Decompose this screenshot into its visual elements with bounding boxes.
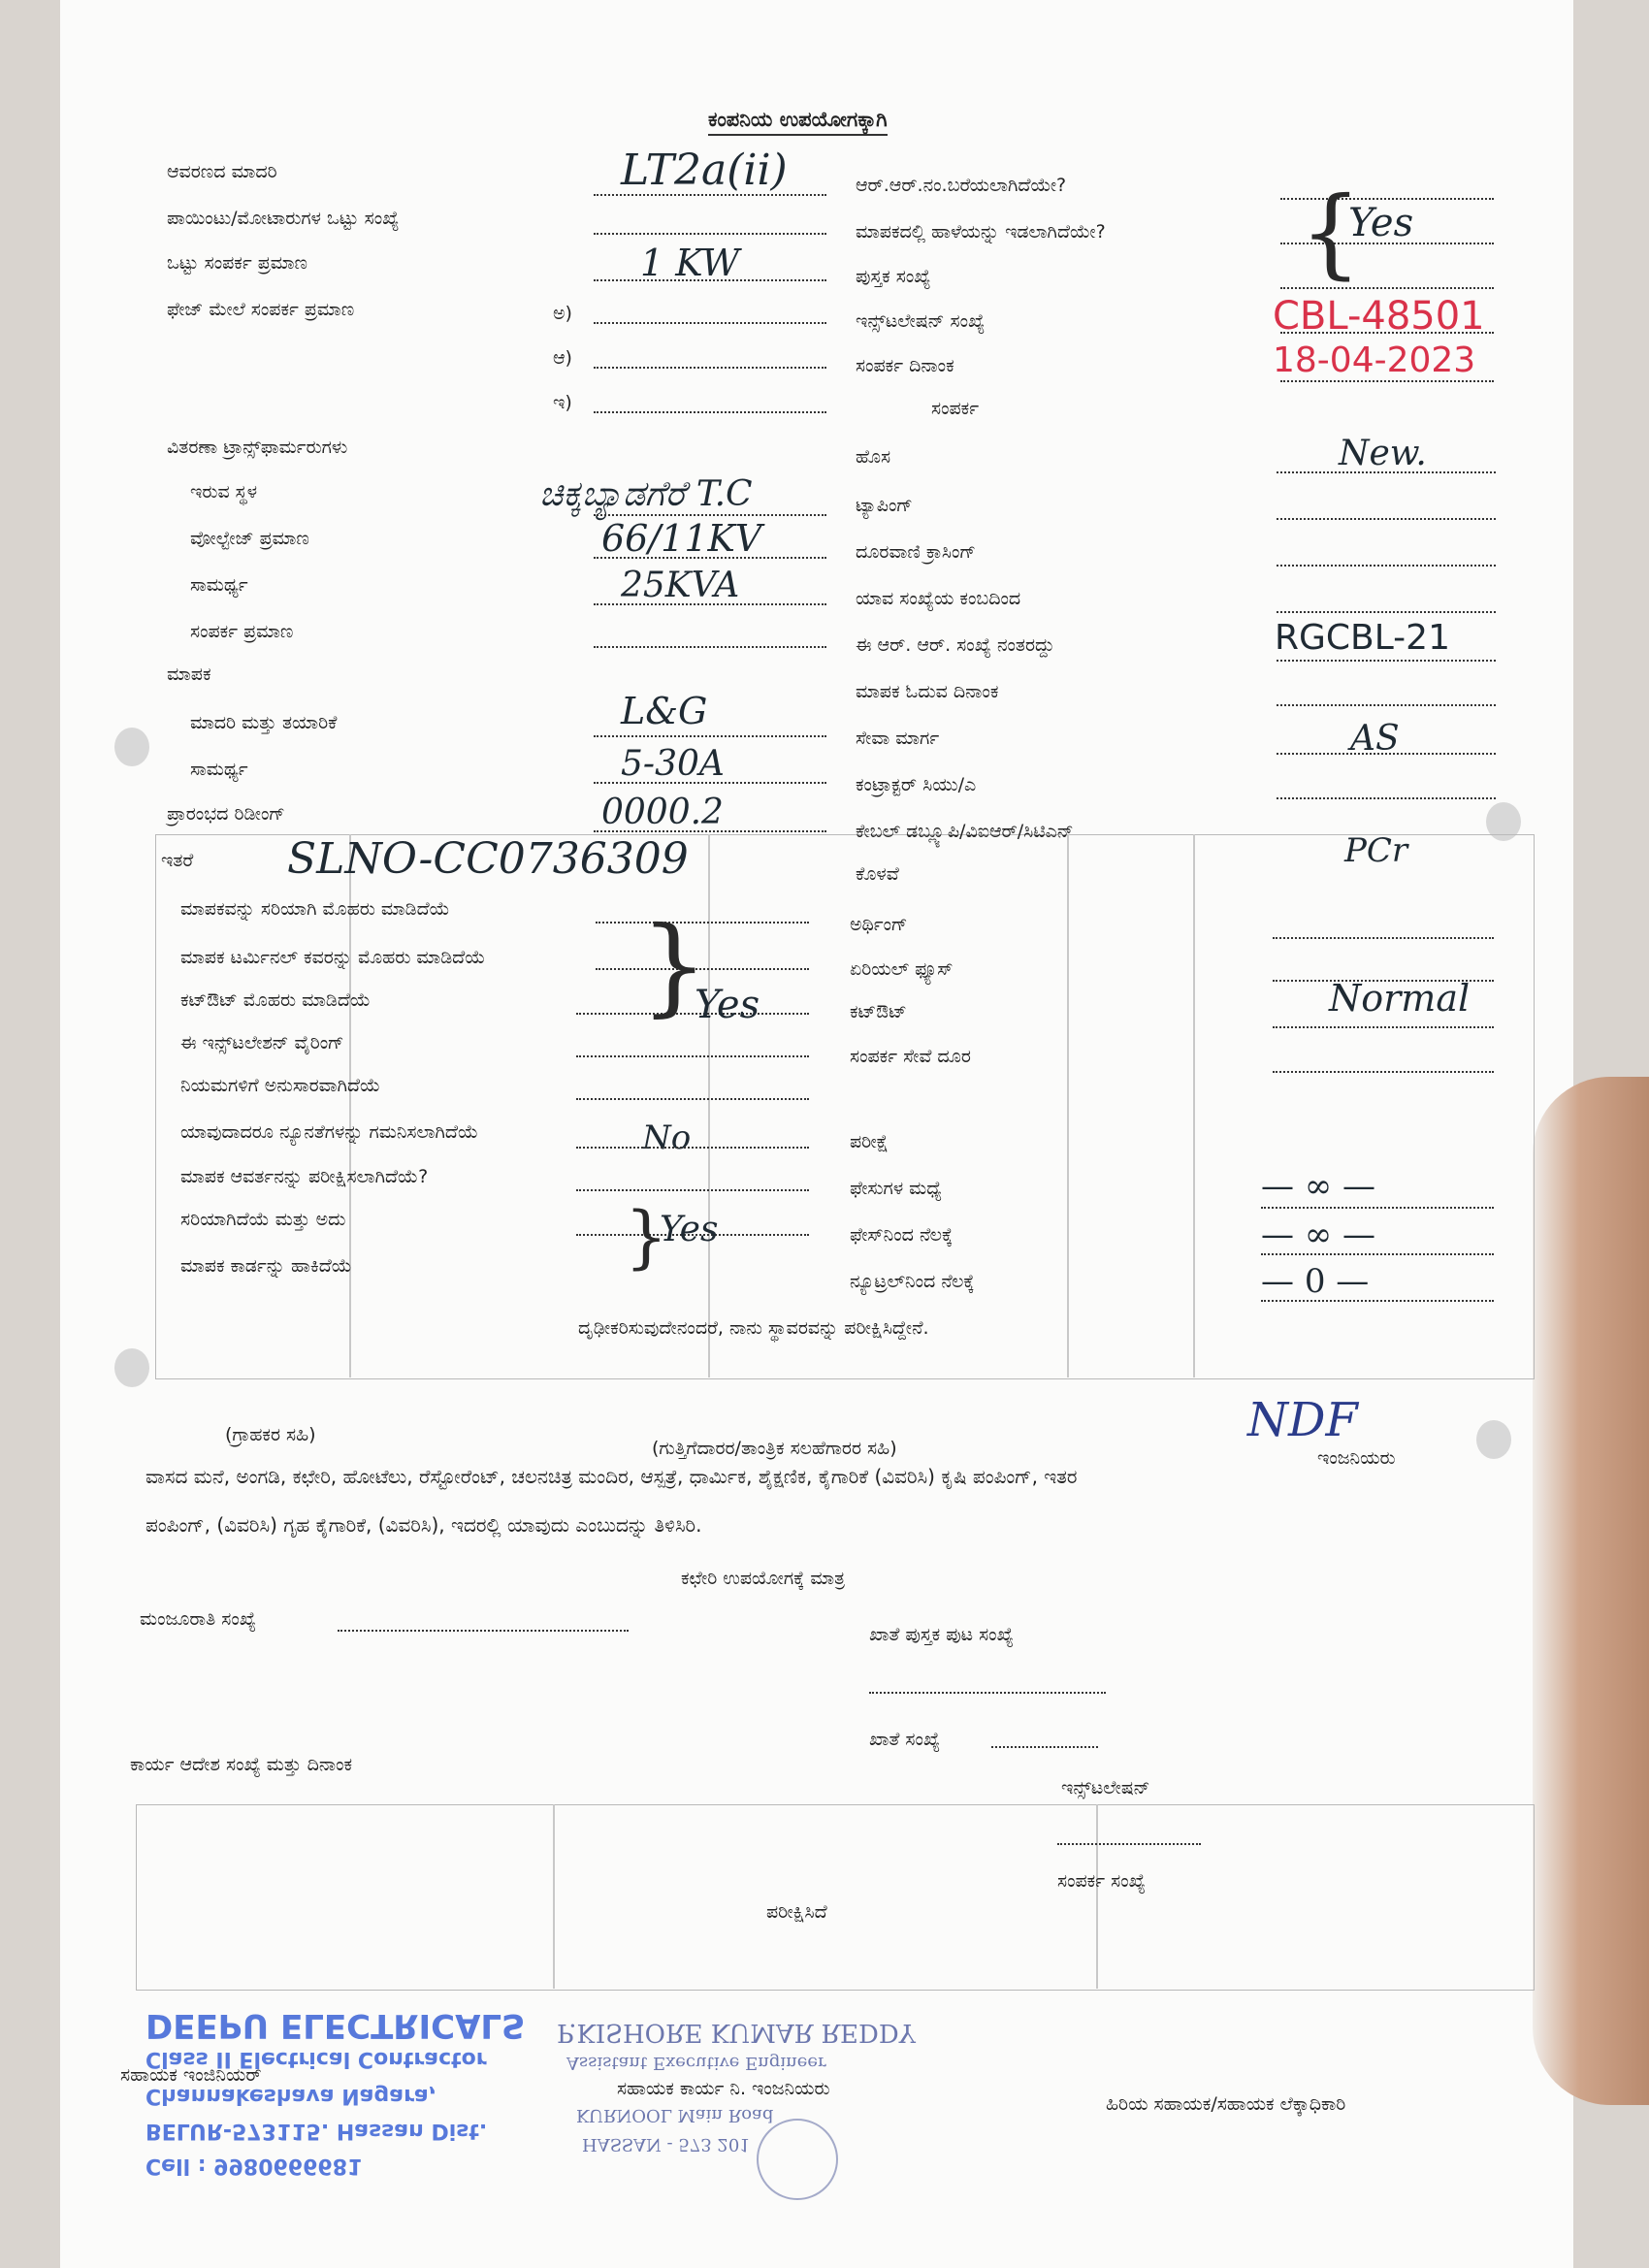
- dotted-line: [1277, 660, 1496, 662]
- date-label: ಸಂಪರ್ಕ ದಿನಾಂಕ: [856, 355, 954, 376]
- brace-mark: }: [625, 1197, 668, 1277]
- faint-line: [553, 1804, 555, 1989]
- work-order-label: ಕಾರ್ಯ ಆದೇಶ ಸಂಖ್ಯೆ ಮತ್ತು ದಿನಾಂಕ: [130, 1754, 353, 1775]
- correct-label: ಸರಿಯಾಗಿದೆಯೆ ಮತ್ತು ಅದು: [180, 1209, 346, 1230]
- contractor-label: ಕಂಟ್ರಾಕ್ಟರ್ ಸಿಯು/ಎ: [856, 774, 977, 795]
- initial-value: 0000.2: [601, 793, 724, 832]
- points-label: ಪಾಯಿಂಟು/ಮೋಟಾರುಗಳ ಒಟ್ಟು ಸಂಖ್ಯೆ: [167, 208, 400, 229]
- meter-label: ಮಾಪಕ: [167, 664, 211, 685]
- dotted-line: [576, 1055, 809, 1057]
- capacity-value: 25KVA: [621, 566, 740, 605]
- phase-c-label: ಇ): [553, 392, 572, 413]
- dotted-line: [1277, 565, 1496, 567]
- faint-line: [708, 834, 710, 1377]
- dotted-line: [576, 1189, 809, 1191]
- dotted-line: [1280, 332, 1494, 334]
- dotted-line: [594, 782, 826, 784]
- card-label: ಮಾಪಕ ಕಾರ್ಡನ್ನು ಹಾಕಿದೆಯೆ: [180, 1255, 352, 1277]
- stamp-line: P.KISHORE KUMAR REDDY: [557, 2018, 916, 2047]
- after-rr-label: ಈ ಆರ್. ಆರ್. ಸಂಖ್ಯೆ ನಂತರದ್ದು: [856, 634, 1055, 656]
- dotted-line: [594, 603, 826, 605]
- stamp-line: Class II Electrical Contractor: [146, 2047, 487, 2071]
- phase-earth-value: — ∞ —: [1261, 1215, 1375, 1254]
- other-label: ಇತರೆ: [161, 850, 194, 871]
- dotted-line: [1280, 287, 1494, 289]
- dotted-line: [1277, 611, 1496, 613]
- hand-shadow: [1533, 1077, 1649, 2105]
- tele-label: ದೂರವಾಣಿ ಕ್ರಾಸಿಂಗ್: [856, 541, 976, 563]
- stamp-line: BELUR-573115. Hassan Dist.: [146, 2119, 488, 2143]
- tariff-label: ಆವರಣದ ಮಾದರಿ: [167, 161, 277, 182]
- dotted-line: [1261, 1300, 1494, 1302]
- meter-cap-label: ಸಾಮರ್ಥ್ಯ: [190, 759, 248, 780]
- punch-hole: [1476, 1420, 1511, 1459]
- office-title: ಕಛೇರಿ ಉಪಯೋಗಕ್ಕೆ ಮಾತ್ರ: [681, 1568, 845, 1589]
- dotted-line: [594, 830, 826, 832]
- pole-label: ಯಾವ ಸಂಖ್ಯೆಯ ಕಂಬದಿಂದ: [856, 588, 1021, 609]
- aerial-label: ಏರಿಯಲ್ ಫ್ಯೂಸ್: [850, 958, 954, 980]
- seal-label-1: ಮಾಪಕವನ್ನು ಸರಿಯಾಗಿ ಮೊಹರು ಮಾಡಿದೆಯೆ: [180, 898, 450, 920]
- usage-line-2: ಪಂಪಿಂಗ್, (ವಿವರಿಸಿ) ಗೃಹ ಕೈಗಾರಿಕೆ, (ವಿವರಿಸಿ), ಇದರಲ್ಲಿ ಯಾವುದು ಎಂಬುದನ್ನು ತಿಳಿಸಿರಿ.: [146, 1513, 702, 1537]
- earthing-label: ಅರ್ಥಿಂಗ್: [850, 914, 908, 935]
- defect-label: ಯಾವುದಾದರೂ ನ್ಯೂನತೆಗಳನ್ನು ಗಮನಿಸಲಾಗಿದೆಯೆ: [180, 1121, 479, 1143]
- page-title: ಕಂಪನಿಯ ಉಪಯೋಗಕ್ಕಾಗಿ: [708, 110, 888, 136]
- sanction-label: ಮಂಜೂರಾತಿ ಸಂಖ್ಯೆ: [140, 1608, 256, 1630]
- dotted-line: [594, 367, 826, 369]
- defect-value: No: [642, 1118, 692, 1157]
- new-label: ಹೊಸ: [856, 446, 891, 468]
- stamp-line: HASSAN - 573 201: [582, 2134, 751, 2155]
- dotted-line: [594, 322, 826, 324]
- location-label: ಇರುವ ಸ್ಥಳ: [190, 481, 258, 502]
- faint-line: [1067, 834, 1069, 1377]
- engineer-label: ಇಂಜನಿಯರು: [1317, 1447, 1396, 1469]
- conn-label: ಸಂಪರ್ಕ: [931, 398, 980, 419]
- stamp-line: DEEPU ELECTRICALS: [146, 2006, 526, 2045]
- seal-mark: [757, 2119, 838, 2200]
- checked-label: ಪರೀಕ್ಷಿಸಿದೆ: [766, 1901, 827, 1923]
- dotted-line: [594, 411, 826, 413]
- dtc-label: ವಿತರಣಾ ಟ್ರಾನ್ಸ್‌ಫಾರ್ಮರುಗಳು: [167, 437, 348, 458]
- stamp-line: Channakeshava Nagara,: [146, 2084, 437, 2108]
- service-label: ಸೇವಾ ಮಾರ್ಗ: [856, 728, 940, 749]
- phases-label: ಫೇಸುಗಳ ಮಧ್ಯೆ: [850, 1178, 942, 1199]
- consumer-signature-label: (ಗ್ರಾಹಕರ ಸಹಿ): [225, 1424, 316, 1445]
- senior-label: ಹಿರಿಯ ಸಹಾಯಕ/ಸಹಾಯಕ ಲೆಕ್ಕಾಧಿಕಾರಿ: [1106, 2093, 1346, 2115]
- certify-text: ದೃಢೀಕರಿಸುವುದೇನಂದರೆ, ನಾನು ಸ್ಥಾವರವನ್ನು ಪರೀಕ್ಷಿಸಿದ್ದೇನೆ.: [578, 1317, 929, 1339]
- cutout-value: Normal: [1329, 977, 1471, 1020]
- dotted-line: [338, 1630, 629, 1632]
- distance-label: ಸಂಪರ್ಕ ಸೇವೆ ದೂರ: [850, 1046, 971, 1067]
- neutral-label: ನ್ಯೂಟ್ರಲ್‌ನಿಂದ ನೆಲಕ್ಕೆ: [850, 1271, 975, 1292]
- phase-label: ಫೇಜ್ ಮೇಲೆ ಸಂಪರ್ಕ ಪ್ರಮಾಣ: [167, 299, 355, 320]
- conn-load-label: ಸಂಪರ್ಕ ಪ್ರಮಾಣ: [190, 621, 294, 642]
- reading-date-label: ಮಾಪಕ ಓದುವ ದಿನಾಂಕ: [856, 681, 999, 702]
- phase-earth-label: ಫೇಸ್‌ನಿಂದ ನೆಲಕ್ಕೆ: [850, 1224, 954, 1246]
- voltage-value: 66/11KV: [601, 517, 762, 560]
- dotted-line: [1057, 1843, 1201, 1845]
- seal-label-5: ನಿಯಮಗಳಿಗೆ ಅನುಸಾರವಾಗಿದೆಯೆ: [180, 1075, 381, 1096]
- dotted-line: [594, 279, 826, 281]
- load-label: ಒಟ್ಟು ಸಂಪರ್ಕ ಪ್ರಮಾಣ: [167, 252, 308, 274]
- dotted-line: [594, 557, 826, 559]
- dotted-line: [594, 233, 826, 235]
- ledger-label: ಖಾತೆ ಪುಸ್ತಕ ಪುಟ ಸಂಖ್ಯೆ: [869, 1624, 1014, 1645]
- cable-value: PCr: [1344, 831, 1408, 870]
- phase-a-label: ಅ): [553, 303, 572, 324]
- dotted-line: [594, 194, 826, 196]
- load-value: 1 KW: [640, 242, 740, 284]
- pipe-label: ಕೊಳವೆ: [856, 863, 899, 885]
- dotted-line: [1277, 518, 1496, 520]
- book-label: ಪುಸ್ತಕ ಸಂಖ್ಯೆ: [856, 266, 931, 287]
- punch-hole: [114, 1348, 149, 1387]
- seal-label-4: ಈ ಇನ್ಸ್‌ಟಲೇಶನ್ ವೈರಿಂಗ್: [180, 1032, 344, 1053]
- account-label: ಖಾತೆ ಸಂಖ್ಯೆ: [869, 1729, 941, 1750]
- location-value: ಚಿಕ್ಕಬ್ಯಾಡಗೆರೆ T.C: [539, 474, 753, 514]
- dotted-line: [594, 646, 826, 648]
- after-rr-value: RGCBL-21: [1275, 618, 1450, 658]
- brace-mark: }: [640, 903, 708, 1027]
- date-value: 18-04-2023: [1273, 340, 1476, 380]
- capacity-label: ಸಾಮರ್ಥ್ಯ: [190, 574, 248, 596]
- installation-label: ಇನ್ಸ್‌ಟಲೇಷನ್: [1061, 1777, 1150, 1798]
- other-value: SLNO-CC0736309: [287, 834, 689, 884]
- dotted-line: [1277, 753, 1496, 755]
- dotted-line: [594, 735, 826, 737]
- phase-b-label: ಆ): [553, 347, 572, 369]
- cutout-label: ಕಟ್‌ಔಟ್: [850, 1001, 907, 1022]
- rotation-label: ಮಾಪಕ ಆವರ್ತನನ್ನು ಪರೀಕ್ಷಿಸಲಾಗಿದೆಯೆ?: [180, 1166, 429, 1187]
- contractor-signature-label: (ಗುತ್ತಿಗೆದಾರರ/ತಾಂತ್ರಿಕ ಸಲಹೆಗಾರರ ಸಹಿ): [652, 1438, 897, 1459]
- dotted-line: [1280, 380, 1494, 382]
- dotted-line: [1273, 937, 1494, 939]
- phase-earth-reading: ∞: [1304, 1215, 1333, 1254]
- dotted-line: [576, 1147, 809, 1149]
- stamp-line: Cell : 9980666681: [146, 2154, 363, 2178]
- dotted-line: [1277, 797, 1496, 799]
- rr-label: ಆರ್.ಆರ್.ನಂ.ಬರೆಯಲಾಗಿದೆಯೇ?: [856, 175, 1067, 196]
- asst-engineer-label: ಸಹಾಯಕ ಇಂಜಿನಿಯರ್: [120, 2064, 262, 2086]
- seal-value: Yes: [695, 983, 760, 1027]
- faint-line: [1096, 1804, 1098, 1989]
- box-label: ಮಾಪಕದಲ್ಲಿ ಹಾಳೆಯನ್ನು ಇಡಲಾಗಿದೆಯೇ?: [856, 221, 1106, 243]
- meter-cap-value: 5-30A: [621, 744, 725, 784]
- inst-label: ಇನ್ಸ್‌ಟಲೇಷನ್ ಸಂಖ್ಯೆ: [856, 310, 986, 332]
- engineer-initials: NDF: [1247, 1393, 1358, 1447]
- dotted-line: [1261, 1207, 1494, 1209]
- seal-label-3: ಕಟ್‌ಔಟ್ ಮೊಹರು ಮಾಡಿದೆಯೆ: [180, 989, 372, 1011]
- initial-label: ಪ್ರಾರಂಭದ ರಿಡೀಂಗ್: [167, 803, 285, 825]
- faint-line: [1193, 834, 1195, 1377]
- stamp-line: KURNOOL Main Road: [576, 2105, 774, 2125]
- test-label: ಪರೀಕ್ಷೆ: [850, 1131, 889, 1152]
- neutral-reading: 0: [1304, 1262, 1326, 1301]
- cable-label: ಕೇಬಲ್ ಡಬ್ಲ್ಯೂಪಿ/ವಿಐಆರ್/ಸಿಟಿಎನ್: [856, 821, 1074, 842]
- dotted-line: [576, 1098, 809, 1100]
- seal-label-2: ಮಾಪಕ ಟರ್ಮಿನಲ್ ಕವರನ್ನು ಮೊಹರು ಮಾಡಿದೆಯೆ: [180, 947, 486, 968]
- usage-line-1: ವಾಸದ ಮನೆ, ಅಂಗಡಿ, ಕಛೇರಿ, ಹೋಟೆಲು, ರೆಸ್ಟೋರೆಂಟ್, ಚಲನಚಿತ್ರ ಮಂದಿರ, ಆಸ್ಪತ್ರೆ, ಧಾರ್ಮಿಕ, ಶೈಕ್ಷಣಿಕ, ಕೈಗಾರಿಕೆ (ವಿವರಿಸಿ) ಕೃಷಿ ಪಂಪಿಂಗ್, ಇತರ: [146, 1465, 1078, 1488]
- neutral-value: — 0 —: [1261, 1262, 1370, 1301]
- card-value: Yes: [660, 1210, 719, 1249]
- phases-reading: ∞: [1304, 1167, 1333, 1206]
- dotted-line: [1277, 704, 1496, 706]
- brace-mark: {: [1300, 176, 1362, 289]
- inst-value: CBL-48501: [1273, 294, 1485, 339]
- conn-no-label: ಸಂಪರ್ಕ ಸಂಖ್ಯೆ: [1057, 1870, 1146, 1892]
- service-value: AS: [1350, 719, 1400, 759]
- voltage-label: ವೋಲ್ಟೇಜ್ ಪ್ರಮಾಣ: [190, 528, 309, 549]
- dotted-line: [1273, 1026, 1494, 1028]
- dotted-line: [1261, 1253, 1494, 1255]
- phases-value: — ∞ —: [1261, 1167, 1375, 1206]
- tariff-value: LT2a(ii): [621, 146, 788, 195]
- dotted-line: [869, 1692, 1106, 1694]
- dotted-line: [594, 514, 826, 516]
- asst-exec-label: ಸಹಾಯಕ ಕಾರ್ಯ ನಿ. ಇಂಜನಿಯರು: [617, 2078, 830, 2099]
- yes-value: Yes: [1348, 201, 1414, 245]
- make-value: L&G: [621, 690, 708, 732]
- dotted-line: [991, 1746, 1098, 1748]
- faint-box: [136, 1804, 1535, 1991]
- new-value: New.: [1339, 434, 1427, 473]
- stamp-line: Assistant Executive Engineer: [566, 2053, 826, 2073]
- dotted-line: [1273, 1071, 1494, 1073]
- punch-hole: [114, 728, 149, 766]
- make-label: ಮಾದರಿ ಮತ್ತು ತಯಾರಿಕೆ: [190, 712, 338, 733]
- dotted-line: [1277, 471, 1496, 473]
- tapping-label: ಟ್ಯಾಪಿಂಗ್: [856, 495, 913, 516]
